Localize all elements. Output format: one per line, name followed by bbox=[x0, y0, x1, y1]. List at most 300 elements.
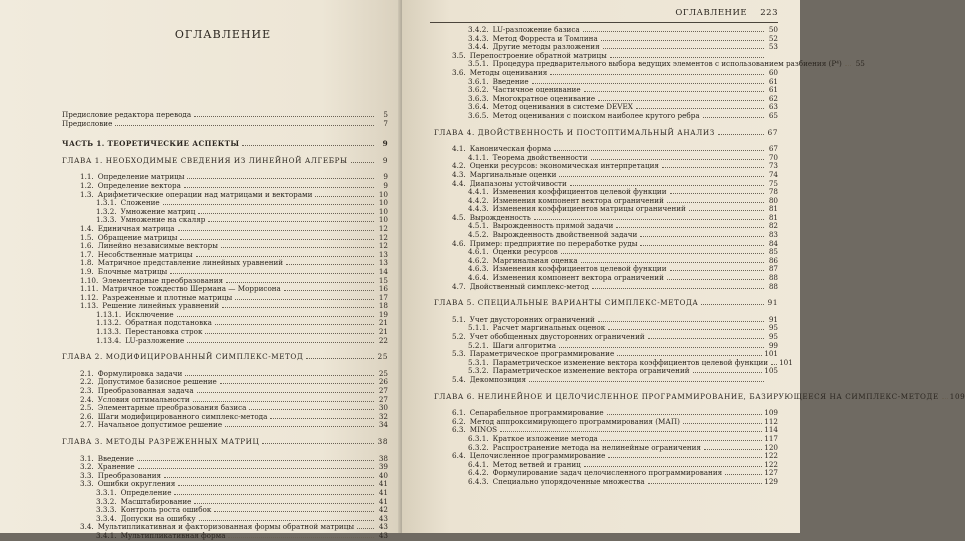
toc-entry-title: Распространение метода на нелинейные ограничения bbox=[492, 442, 701, 452]
dot-leader bbox=[598, 100, 764, 101]
toc-entry-page: 34 bbox=[378, 420, 388, 430]
toc-entry-number: 5.3.2. bbox=[468, 366, 489, 376]
toc-entry-page: 21 bbox=[378, 327, 388, 337]
toc-entry-title: Специально упорядоченные множества bbox=[492, 476, 645, 486]
toc-entry-page: 78 bbox=[768, 187, 778, 197]
toc-entry-page: 101 bbox=[764, 349, 778, 359]
toc-entry-page: 43 bbox=[378, 513, 388, 523]
toc-entry-title: ГЛАВА 3. МЕТОДЫ РАЗРЕЖЕННЫХ МАТРИЦ bbox=[62, 437, 260, 446]
dot-leader bbox=[235, 299, 374, 300]
toc-entry-number: 4.1.1. bbox=[468, 152, 489, 162]
toc-entry-number: 1.1. bbox=[80, 172, 94, 182]
toc-entry-number: 4.4.1. bbox=[468, 187, 489, 197]
dot-leader bbox=[306, 358, 374, 359]
toc-entry-title: Преобразования bbox=[97, 470, 162, 480]
toc-entry-number: 6.1. bbox=[452, 408, 466, 418]
dot-leader bbox=[704, 449, 762, 450]
toc-entry-page: 38 bbox=[377, 437, 388, 446]
toc-entry-title: Вырожденность прямой задачи bbox=[492, 221, 614, 231]
toc-entry-page: 105 bbox=[764, 366, 778, 376]
toc-entry-page: 38 bbox=[378, 453, 388, 463]
toc-entry-title: Шаги модифицированного симплекс-метода bbox=[97, 411, 268, 421]
toc-entry-title: Маргинальная оценка bbox=[492, 255, 578, 265]
toc-entry-title: Метод ветвей и границ bbox=[492, 459, 581, 469]
toc-entry-page: 61 bbox=[768, 85, 778, 95]
toc-entry-number: 1.6. bbox=[80, 241, 94, 251]
toc-entry-title: Определение bbox=[120, 487, 172, 497]
dot-leader bbox=[616, 227, 764, 228]
dot-leader bbox=[196, 256, 374, 257]
dot-leader bbox=[138, 468, 374, 469]
toc-entry-page: 9 bbox=[383, 172, 388, 182]
toc-entry-title: Краткое изложение метода bbox=[492, 433, 598, 443]
toc-entry-title: Предисловие bbox=[62, 118, 113, 128]
toc-entry-title: Метод оценивания в системе DEVEX bbox=[492, 102, 633, 112]
toc-entry-number: 6.4.1. bbox=[468, 459, 489, 469]
toc-entry-page: 25 bbox=[378, 368, 388, 378]
toc-entry-number: 3.6.5. bbox=[468, 110, 489, 120]
toc-entry-title: Масштабирование bbox=[120, 496, 192, 506]
toc-entry-page: 14 bbox=[378, 266, 388, 276]
dot-leader bbox=[667, 279, 764, 280]
toc-entry-number: 3.5.1. bbox=[468, 59, 489, 69]
toc-entry-page: 16 bbox=[378, 284, 388, 294]
toc-entry-page: 15 bbox=[378, 275, 388, 285]
dot-leader bbox=[701, 304, 764, 305]
dot-leader bbox=[667, 202, 764, 203]
toc-entry-title: Хранение bbox=[97, 462, 135, 472]
toc-entry-number: 3.4.2. bbox=[468, 25, 489, 34]
toc-entry-number: 3.4.4. bbox=[468, 42, 489, 52]
toc-entry bbox=[430, 112, 778, 121]
dot-leader bbox=[771, 364, 777, 365]
toc-entry-page: 67 bbox=[768, 144, 778, 154]
toc-entry-number: 4.7. bbox=[452, 281, 466, 291]
toc-entry-title: Учет двусторонних ограничений bbox=[469, 314, 595, 324]
dot-leader bbox=[178, 230, 374, 231]
toc-entry-title: Элементарные преобразования базиса bbox=[97, 403, 247, 413]
toc-entry-number: 1.13.3. bbox=[96, 327, 122, 337]
dot-leader bbox=[640, 245, 764, 246]
toc-entry-number: 1.4. bbox=[80, 223, 94, 233]
dot-leader bbox=[584, 91, 764, 92]
toc-entry-number: 4.5.1. bbox=[468, 221, 489, 231]
toc-entry-title: LU-разложение базиса bbox=[492, 25, 580, 34]
left-page bbox=[0, 0, 402, 540]
toc-entry-number: 4.6.4. bbox=[468, 273, 489, 283]
toc-entry-page: 32 bbox=[378, 411, 388, 421]
toc-entry-number: 5.3. bbox=[452, 349, 466, 359]
toc-entry-number: 3.6. bbox=[452, 67, 466, 77]
toc-entry-title: MINOS bbox=[469, 425, 498, 435]
toc-entry-title: Параметрическое изменение вектора коэффициентов целевой функции bbox=[492, 357, 769, 367]
dot-leader bbox=[205, 333, 374, 334]
toc-entry-page: 65 bbox=[768, 110, 778, 120]
toc-right bbox=[430, 25, 965, 487]
toc-entry-number: 5.3.1. bbox=[468, 357, 489, 367]
page-number: 223 bbox=[760, 8, 778, 18]
toc-entry-title: Контроль роста ошибок bbox=[120, 505, 212, 515]
toc-entry-page: 81 bbox=[768, 212, 778, 222]
toc-entry bbox=[430, 129, 778, 138]
toc-entry-number: 1.3. bbox=[80, 189, 94, 199]
toc-entry-number: 1.3.3. bbox=[96, 215, 117, 225]
toc-entry bbox=[58, 140, 388, 149]
toc-entry-page: 82 bbox=[768, 221, 778, 231]
toc-entry-page: 43 bbox=[378, 530, 388, 540]
toc-entry-number: 3.1. bbox=[80, 453, 94, 463]
toc-entry-page: 21 bbox=[378, 318, 388, 328]
toc-entry-page: 9 bbox=[382, 139, 388, 149]
toc-entry-number: 4.2. bbox=[452, 161, 466, 171]
toc-entry-title: Процедура предварительного выбора ведущих элементов с использованием разбиения (P⁴) bbox=[492, 59, 842, 69]
toc-entry-page: 109 bbox=[764, 408, 778, 418]
dot-leader bbox=[315, 196, 374, 197]
dot-leader bbox=[670, 193, 764, 194]
dot-leader bbox=[222, 307, 374, 308]
toc-entry-title: Пример: предприятие по переработке руды bbox=[469, 238, 638, 248]
toc-entry-title: Допустимое базисное решение bbox=[97, 377, 217, 387]
dot-leader bbox=[591, 159, 764, 160]
dot-leader bbox=[598, 321, 764, 322]
toc-entry-page: 10 bbox=[378, 198, 388, 208]
dot-leader bbox=[718, 134, 764, 135]
toc-entry-number: 6.2. bbox=[452, 416, 466, 426]
toc-entry-title: Матричное тождество Шермана — Моррисона bbox=[102, 284, 281, 294]
toc-entry-page: 74 bbox=[768, 169, 778, 179]
toc-entry-number: 4.3. bbox=[452, 169, 466, 179]
toc-entry-page: 85 bbox=[768, 247, 778, 257]
dot-leader bbox=[608, 457, 762, 458]
toc-entry-title: Изменения компонент вектора ограничений bbox=[492, 195, 664, 205]
toc-entry-number: 5.2.1. bbox=[468, 340, 489, 350]
toc-entry-title: Перепостроение обратной матрицы bbox=[469, 50, 607, 60]
toc-entry-title: Вырожденность двойственной задачи bbox=[492, 230, 638, 240]
toc-entry-page: 84 bbox=[768, 238, 778, 248]
dot-leader bbox=[215, 324, 374, 325]
toc-entry-number: 6.4. bbox=[452, 451, 466, 461]
toc-entry-number: 3.4.1. bbox=[96, 530, 117, 540]
toc-entry-title: Мультипликативная форма bbox=[120, 530, 226, 540]
toc-entry-page: 80 bbox=[768, 195, 778, 205]
dot-leader bbox=[163, 204, 374, 205]
toc-entry-number: 6.3. bbox=[452, 425, 466, 435]
right-page bbox=[402, 0, 965, 533]
toc-entry-title: Частичное оценивание bbox=[492, 85, 581, 95]
toc-entry-page: 10 bbox=[378, 206, 388, 216]
toc-entry-page: 26 bbox=[378, 377, 388, 387]
toc-entry-page: 122 bbox=[764, 459, 778, 469]
dot-leader bbox=[174, 494, 374, 495]
toc-entry-title: Обратная подстановка bbox=[125, 318, 212, 328]
toc-entry-number: 2.5. bbox=[80, 403, 94, 413]
toc-entry-title: Другие методы разложения bbox=[492, 42, 600, 52]
toc-entry-title: Обращение матрицы bbox=[97, 232, 178, 242]
toc-entry-number: 3.3.1. bbox=[96, 487, 117, 497]
dot-leader bbox=[683, 423, 762, 424]
dot-leader bbox=[725, 474, 762, 475]
dot-leader bbox=[286, 264, 374, 265]
toc-entry-title: Умножение на скаляр bbox=[120, 215, 206, 225]
toc-entry-title: Изменения компонент вектора ограничений bbox=[492, 273, 664, 283]
dot-leader bbox=[532, 83, 764, 84]
dot-leader bbox=[648, 338, 764, 339]
toc-entry-page: 27 bbox=[378, 386, 388, 396]
toc-entry-page: 75 bbox=[768, 178, 778, 188]
toc-entry-page: 83 bbox=[768, 230, 778, 240]
toc-entry-page: 25 bbox=[377, 352, 388, 362]
dot-leader bbox=[225, 426, 374, 427]
toc-entry-title: Исключение bbox=[125, 309, 174, 319]
toc-entry-page: 70 bbox=[768, 152, 778, 162]
toc-entry-title: Единичная матрица bbox=[97, 223, 175, 233]
toc-entry-page: 117 bbox=[764, 433, 778, 443]
toc-entry bbox=[430, 283, 778, 292]
toc-entry-title: Блочные матрицы bbox=[97, 266, 168, 276]
toc-entry-page: 13 bbox=[378, 258, 388, 268]
dot-leader bbox=[670, 270, 764, 271]
toc-entry-number: 1.13.1. bbox=[96, 309, 122, 319]
toc-entry-number: 2.7. bbox=[80, 420, 94, 430]
toc-entry-title: Условия оптимальности bbox=[97, 394, 190, 404]
toc-entry-title: Допуски на ошибку bbox=[120, 513, 196, 523]
toc-entry-title: Определение вектора bbox=[97, 180, 181, 190]
toc-entry-title: Матричное представление линейных уравнений bbox=[97, 258, 284, 268]
toc-entry-page: 17 bbox=[378, 292, 388, 302]
dot-leader bbox=[184, 187, 374, 188]
dot-leader bbox=[845, 65, 851, 66]
toc-entry-title: Мультипликативная и факторизованная формы обратной матрицы bbox=[97, 522, 355, 532]
toc-entry-number: 1.8. bbox=[80, 258, 94, 268]
toc-entry-number: 4.6.1. bbox=[468, 247, 489, 257]
toc-entry-number: 3.6.4. bbox=[468, 102, 489, 112]
toc-entry-page: 9 bbox=[383, 180, 388, 190]
dot-leader bbox=[262, 443, 374, 444]
toc-entry-number: 1.5. bbox=[80, 232, 94, 242]
toc-entry-title: Формулирование задач целочисленного программирования bbox=[492, 468, 723, 478]
toc-entry-page: 122 bbox=[764, 451, 778, 461]
toc-entry-number: 3.4.3. bbox=[468, 33, 489, 43]
toc-entry-title: Определение матрицы bbox=[97, 172, 185, 182]
toc-entry-number: 2.3. bbox=[80, 386, 94, 396]
dot-leader bbox=[198, 213, 374, 214]
toc-entry-number: 1.3.2. bbox=[96, 206, 117, 216]
toc-entry-page: 41 bbox=[378, 496, 388, 506]
dot-leader bbox=[164, 477, 374, 478]
toc-entry-page: 129 bbox=[764, 476, 778, 486]
toc-entry-number: 3.6.3. bbox=[468, 93, 489, 103]
dot-leader bbox=[194, 503, 374, 504]
dot-leader bbox=[221, 247, 374, 248]
toc-entry-number: 1.11. bbox=[80, 284, 99, 294]
dot-leader bbox=[559, 176, 764, 177]
toc-entry-title: Метод оценивания с поиском наиболее крутого ребра bbox=[492, 110, 700, 120]
toc-entry-number: 3.3.3. bbox=[96, 505, 117, 515]
toc-entry bbox=[58, 532, 388, 541]
toc-entry-page: 101 bbox=[779, 357, 793, 367]
toc-entry-page: 30 bbox=[378, 403, 388, 413]
dot-leader bbox=[220, 383, 374, 384]
dot-leader bbox=[529, 381, 764, 382]
toc-left bbox=[58, 111, 388, 541]
toc-entry-title: Линейно независимые векторы bbox=[97, 241, 218, 251]
toc-entry-page: 9 bbox=[382, 155, 388, 165]
toc-entry-page: 81 bbox=[768, 204, 778, 214]
dot-leader bbox=[270, 418, 374, 419]
toc-entry-title: ГЛАВА 4. ДВОЙСТВЕННОСТЬ И ПОСТОПТИМАЛЬНЫЙ АНАЛИЗ bbox=[434, 127, 715, 137]
toc-entry-title: ГЛАВА 6. НЕЛИНЕЙНОЕ И ЦЕЛОЧИСЛЕННОЕ ПРОГРАММИРОВАНИЕ, БАЗИРУЮЩЕЕСЯ НА СИМПЛЕКС-МЕТОДЕ bbox=[434, 391, 939, 401]
toc-entry-number: 4.6.2. bbox=[468, 255, 489, 265]
toc-entry-title: Оценки ресурсов: экономическая интерпретация bbox=[469, 161, 659, 171]
toc-entry-page: 41 bbox=[378, 479, 388, 489]
toc-entry-title: ЧАСТЬ 1. ТЕОРЕТИЧЕСКИЕ АСПЕКТЫ bbox=[62, 139, 240, 149]
dot-leader bbox=[662, 167, 764, 168]
toc-entry-number: 3.3.2. bbox=[96, 496, 117, 506]
toc-entry-number: 3.3. bbox=[80, 479, 94, 489]
toc-entry-title: Сложение bbox=[120, 198, 160, 208]
toc-entry-title: Целочисленное программирование bbox=[469, 451, 606, 461]
toc-entry-number: 6.3.1. bbox=[468, 433, 489, 443]
dot-leader bbox=[357, 528, 374, 529]
toc-entry-page: 19 bbox=[378, 309, 388, 319]
toc-entry-page: 43 bbox=[378, 522, 388, 532]
dot-leader bbox=[648, 483, 763, 484]
toc-entry-page: 5 bbox=[383, 110, 388, 119]
toc-entry-title: Теорема двойственности bbox=[492, 152, 588, 162]
toc-entry-number: 1.13. bbox=[80, 301, 99, 311]
toc-entry-number: 1.7. bbox=[80, 249, 94, 259]
toc-entry bbox=[58, 438, 388, 447]
toc-entry-title: Каноническая форма bbox=[469, 144, 552, 154]
toc-entry-title: Введение bbox=[97, 453, 134, 463]
dot-leader bbox=[703, 117, 764, 118]
running-head bbox=[665, 8, 778, 18]
dot-leader bbox=[177, 316, 374, 317]
dot-leader bbox=[115, 125, 374, 126]
toc-entry-title: Изменения коэффициентов целевой функции bbox=[492, 187, 667, 197]
running-head-title: ОГЛАВЛЕНИЕ bbox=[675, 8, 748, 18]
toc-entry-page: 87 bbox=[768, 264, 778, 274]
toc-entry-number: 6.4.2. bbox=[468, 468, 489, 478]
dot-leader bbox=[693, 372, 763, 373]
toc-entry-title: Умножение матриц bbox=[120, 206, 196, 216]
dot-leader bbox=[194, 116, 374, 117]
dot-leader bbox=[636, 108, 764, 109]
dot-leader bbox=[601, 440, 762, 441]
dot-leader bbox=[570, 185, 764, 186]
dot-leader bbox=[187, 342, 374, 343]
toc-entry-page: 50 bbox=[768, 25, 778, 34]
dot-leader bbox=[170, 273, 374, 274]
toc-entry-page: 12 bbox=[378, 232, 388, 242]
toc-entry-number: 5.1. bbox=[452, 314, 466, 324]
dot-leader bbox=[608, 329, 764, 330]
toc-entry-page: 42 bbox=[378, 505, 388, 515]
toc-entry-title: Шаги алгоритма bbox=[492, 340, 557, 350]
toc-entry-number: 4.4. bbox=[452, 178, 466, 188]
toc-entry-page: 60 bbox=[768, 67, 778, 77]
toc-entry-number: 2.1. bbox=[80, 368, 94, 378]
toc-entry-page: 55 bbox=[855, 59, 865, 69]
toc-entry-title: Маргинальные оценки bbox=[469, 169, 557, 179]
toc-entry-page: 95 bbox=[768, 323, 778, 333]
dot-leader bbox=[617, 355, 762, 356]
dot-leader bbox=[193, 401, 374, 402]
toc-entry-title: Метод аппроксимирующего программирования (МАП) bbox=[469, 416, 680, 426]
toc-entry-title: Введение bbox=[492, 76, 529, 86]
toc-entry-title: Начальное допустимое решение bbox=[97, 420, 223, 430]
toc-entry-page: 91 bbox=[768, 314, 778, 324]
toc-entry-number: 1.13.4. bbox=[96, 335, 122, 345]
toc-entry-number: 4.6. bbox=[452, 238, 466, 248]
toc-entry-page: 53 bbox=[768, 42, 778, 52]
toc-entry-title: Формулировка задачи bbox=[97, 368, 183, 378]
toc-entry-number: 2.6. bbox=[80, 411, 94, 421]
toc-entry-title: Декомпозиция bbox=[469, 374, 527, 384]
dot-leader bbox=[214, 511, 374, 512]
toc-entry-title: Параметрическое программирование bbox=[469, 349, 615, 359]
toc-entry-number: 1.13.2. bbox=[96, 318, 122, 328]
toc-entry-page: 10 bbox=[378, 215, 388, 225]
dot-leader bbox=[601, 40, 764, 41]
dot-leader bbox=[610, 57, 764, 58]
toc-entry-number: 6.4.3. bbox=[468, 476, 489, 486]
toc-entry bbox=[430, 478, 778, 487]
dot-leader bbox=[534, 219, 764, 220]
toc-entry-title: Изменения коэффициентов целевой функции bbox=[492, 264, 667, 274]
toc-entry-number: 1.2. bbox=[80, 180, 94, 190]
toc-entry-title: Изменения коэффициентов матрицы ограничений bbox=[492, 204, 686, 214]
toc-entry-title: Преобразованная задача bbox=[97, 386, 194, 396]
dot-leader bbox=[581, 262, 764, 263]
dot-leader bbox=[197, 392, 374, 393]
dot-leader bbox=[500, 431, 762, 432]
toc-entry-title: Двойственный симплекс-метод bbox=[469, 281, 589, 291]
dot-leader bbox=[351, 162, 374, 163]
toc-entry-page: 22 bbox=[378, 335, 388, 345]
dot-leader bbox=[689, 210, 764, 211]
toc-entry-page: 127 bbox=[764, 468, 778, 478]
toc-entry-title: Ошибки округления bbox=[97, 479, 176, 489]
toc-entry bbox=[58, 157, 388, 166]
toc-entry-number: 1.3.1. bbox=[96, 198, 117, 208]
toc-entry-page: 52 bbox=[768, 33, 778, 43]
toc-entry-title: Диапазоны устойчивости bbox=[469, 178, 567, 188]
toc-entry-title: Несобственные матрицы bbox=[97, 249, 193, 259]
toc-entry-page: 62 bbox=[768, 93, 778, 103]
toc-entry-title: Перестановка строк bbox=[125, 327, 203, 337]
toc-entry-page: 61 bbox=[768, 76, 778, 86]
toc-entry-title: Разреженные и плотные матрицы bbox=[102, 292, 233, 302]
toc-entry-number: 4.4.3. bbox=[468, 204, 489, 214]
toc-entry-page: 99 bbox=[768, 340, 778, 350]
toc-entry-title: LU-разложение bbox=[125, 335, 185, 345]
toc-entry-page: 63 bbox=[768, 102, 778, 112]
dot-leader bbox=[554, 150, 764, 151]
toc-entry-page: 88 bbox=[768, 281, 778, 291]
dot-leader bbox=[592, 288, 764, 289]
dot-leader bbox=[942, 398, 948, 399]
toc-entry-title: Методы оценивания bbox=[469, 67, 548, 77]
toc-entry-number: 3.6.1. bbox=[468, 76, 489, 86]
toc-entry bbox=[58, 337, 388, 346]
toc-entry bbox=[430, 391, 965, 402]
toc-entry-title: ГЛАВА 2. МОДИФИЦИРОВАННЫЙ СИМПЛЕКС-МЕТОД bbox=[62, 352, 304, 362]
toc-entry-page: 40 bbox=[378, 470, 388, 480]
toc-entry-number: 5.4. bbox=[452, 374, 466, 384]
toc-entry-number: 2.2. bbox=[80, 377, 94, 387]
toc-entry-page: 18 bbox=[378, 301, 388, 311]
